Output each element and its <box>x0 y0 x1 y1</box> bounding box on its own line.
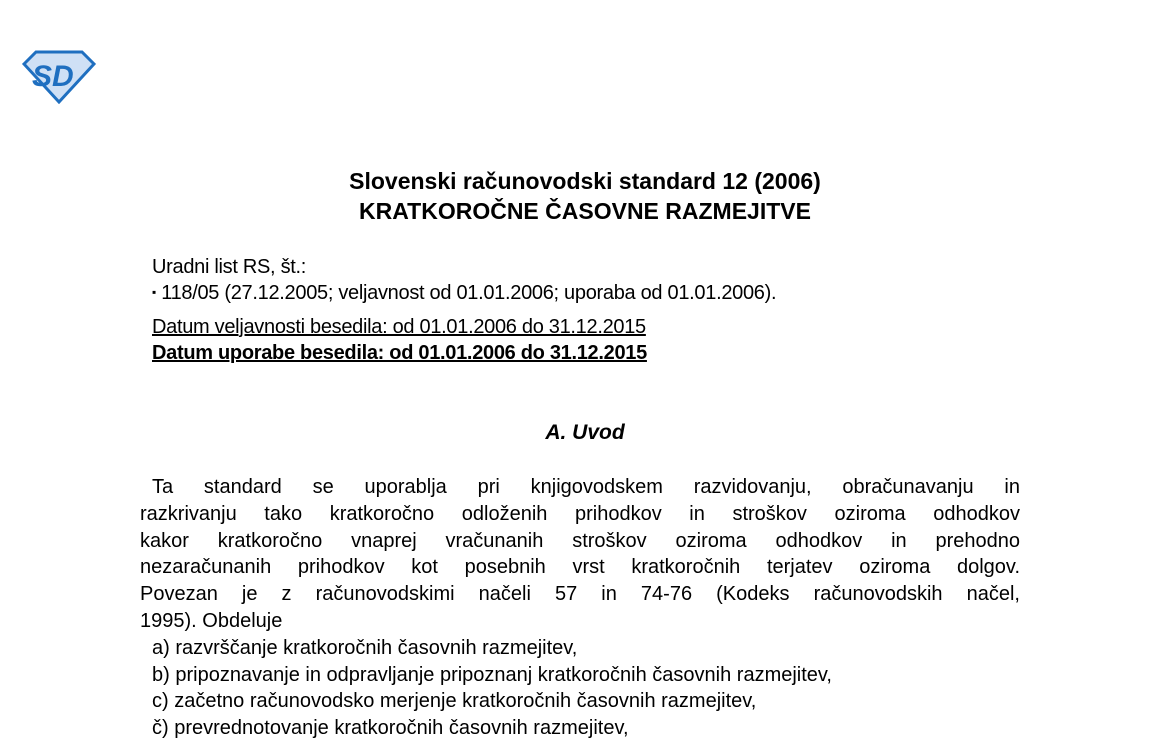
gazette-entry <box>152 282 776 305</box>
list-item: c) začetno računovodsko merjenje kratkoročnih časovnih razmejitev, <box>152 690 757 713</box>
intro-paragraph <box>140 474 1020 742</box>
paragraph-line: kakor kratkoročno vnaprej vračunanih stroškov oziroma odhodkov in prehodno <box>140 529 1020 552</box>
standard-subtitle: KRATKOROČNE ČASOVNE RAZMEJITVE <box>359 198 811 224</box>
standard-title: Slovenski računovodski standard 12 (2006) <box>349 168 821 194</box>
paragraph-line: razkrivanju tako kratkoročno odloženih prihodkov in stroškov oziroma odhodkov <box>140 502 1020 525</box>
bullet-icon: ▪ <box>152 285 156 299</box>
sd-logo-icon <box>22 50 96 104</box>
svg-text:SD: SD <box>32 60 74 93</box>
usage-date: Datum uporabe besedila: od 01.01.2006 do 31.12.2015 <box>152 342 647 364</box>
paragraph-line: Ta standard se uporablja pri knjigovodskem razvidovanju, obračunavanju in <box>152 476 1020 498</box>
gazette-entry-text: 118/05 (27.12.2005; veljavnost od 01.01.2006; uporaba od 01.01.2006). <box>161 282 777 304</box>
list-item: č) prevrednotovanje kratkoročnih časovnih razmejitev, <box>152 717 629 740</box>
validity-date: Datum veljavnosti besedila: od 01.01.2006 do 31.12.2015 <box>152 316 646 338</box>
gazette-label: Uradni list RS, št.: <box>152 256 307 278</box>
list-item: a) razvrščanje kratkoročnih časovnih razmejitev, <box>152 636 578 659</box>
list-item: b) pripoznavanje in odpravljanje pripoznanj kratkoročnih časovnih razmejitev, <box>152 663 832 686</box>
section-heading: A. Uvod <box>545 421 625 444</box>
paragraph-line: 1995). Obdeluje <box>140 609 283 632</box>
paragraph-line: nezaračunanih prihodkov kot posebnih vrst kratkoročnih terjatev oziroma dolgov. <box>140 556 1020 579</box>
paragraph-line: Povezan je z računovodskimi načeli 57 in 74-76 (Kodeks računovodskih načel, <box>140 583 1020 606</box>
